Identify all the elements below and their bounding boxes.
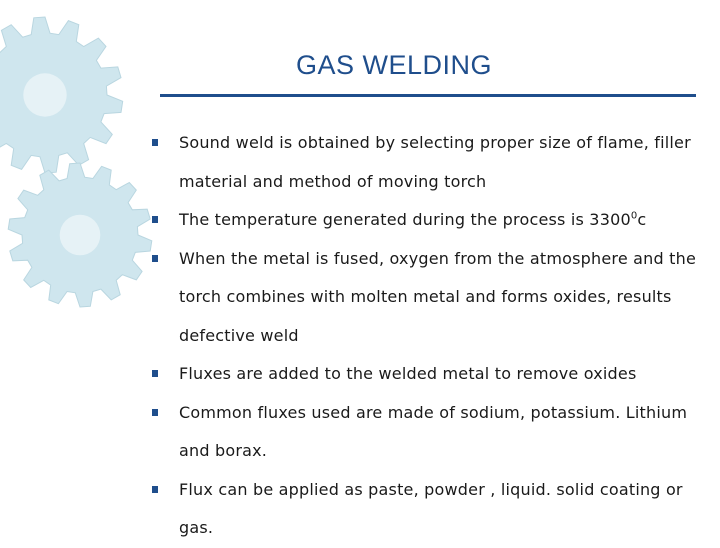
degree-superscript: 0 (630, 210, 638, 222)
gear-icon (8, 163, 152, 307)
bullet-text: Sound weld is obtained by selecting proper size of flame, filler material and method of moving torch (179, 133, 691, 191)
bullet-marker (152, 216, 158, 223)
bullet-item (152, 240, 702, 356)
bullet-text: The temperature generated during the process is 3300 (179, 210, 631, 229)
bullet-item (152, 471, 702, 548)
bullet-marker (152, 409, 158, 416)
bullet-marker (152, 139, 158, 146)
bullet-marker (152, 255, 158, 262)
bullet-text: When the metal is fused, oxygen from the atmosphere and the torch combines with molten metal and forms oxides, results defective weld (179, 248, 697, 345)
unit-suffix: c (637, 210, 647, 229)
bullet-text: Common fluxes used are made of sodium, potassium. Lithium and borax. (179, 402, 688, 460)
title-underline (160, 94, 696, 97)
bullet-item (152, 394, 702, 471)
slide-title: GAS WELDING (295, 50, 493, 80)
bullet-text: Fluxes are added to the welded metal to remove oxides (179, 364, 637, 383)
bullet-item (152, 201, 702, 240)
bullet-marker (152, 486, 158, 493)
bullet-list (152, 124, 702, 548)
gear-icon (0, 17, 123, 173)
bullet-item (152, 124, 702, 201)
bullet-item (152, 355, 702, 394)
bullet-text: Flux can be applied as paste, powder , liquid. solid coating or gas. (179, 479, 683, 537)
bullet-marker (152, 370, 158, 377)
